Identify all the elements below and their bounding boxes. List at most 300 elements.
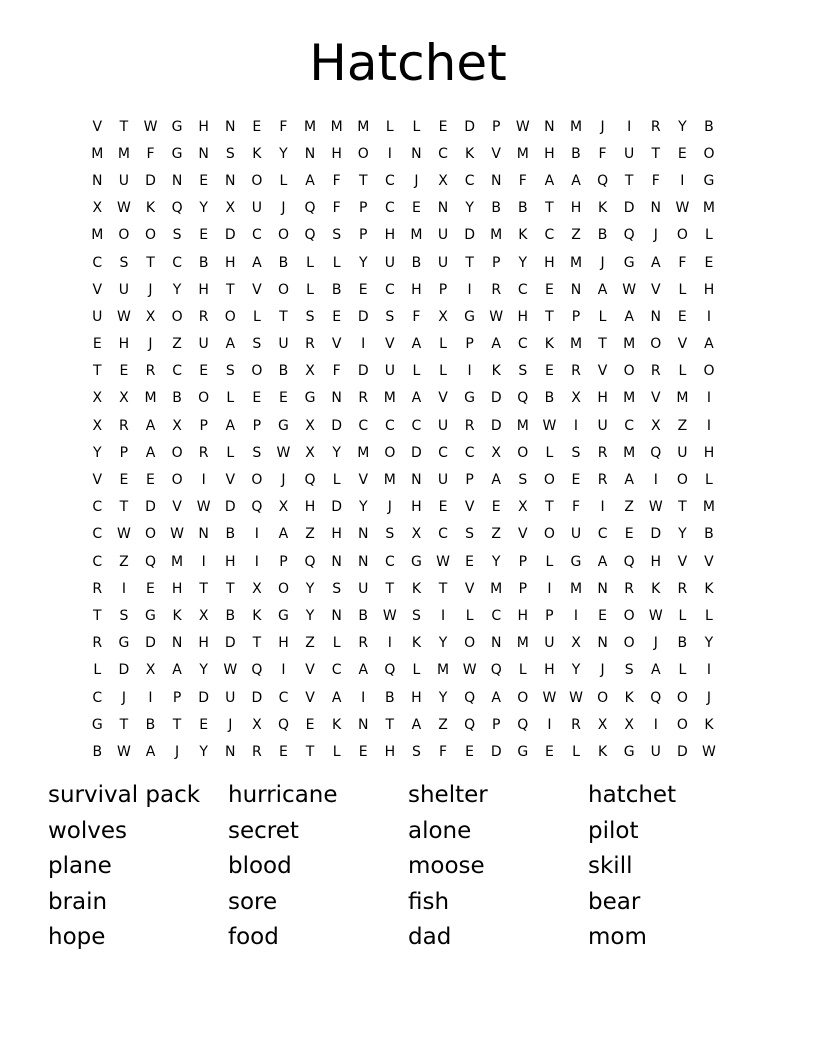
- grid-letter: C: [92, 526, 103, 543]
- grid-letter: Q: [490, 662, 502, 679]
- grid-letter: K: [651, 580, 661, 597]
- grid-letter: K: [544, 336, 554, 353]
- word-bank-item: food: [228, 924, 279, 950]
- grid-letter: Z: [438, 716, 448, 733]
- grid-row: [84, 548, 722, 575]
- grid-letter: O: [464, 635, 476, 652]
- grid-letter: D: [650, 526, 662, 543]
- grid-letter: N: [92, 172, 103, 189]
- grid-letter: G: [570, 553, 582, 570]
- grid-letter: T: [385, 580, 395, 597]
- grid-letter: C: [517, 281, 528, 298]
- grid-letter: L: [678, 363, 687, 380]
- grid-letter: T: [93, 363, 102, 380]
- grid-letter: N: [225, 118, 236, 135]
- grid-letter: B: [597, 227, 608, 244]
- grid-letter: E: [332, 308, 342, 325]
- grid-letter: K: [518, 227, 528, 244]
- grid-letter: D: [251, 689, 263, 706]
- grid-letter: K: [597, 743, 608, 760]
- grid-letter: C: [92, 689, 103, 706]
- grid-letter: G: [145, 607, 156, 624]
- grid-letter: C: [517, 336, 528, 353]
- grid-row: [84, 657, 722, 684]
- grid-row: [84, 439, 722, 466]
- grid-letter: I: [361, 689, 366, 706]
- grid-letter: Q: [304, 227, 316, 244]
- grid-letter: B: [571, 145, 581, 162]
- grid-letter: T: [146, 254, 155, 271]
- grid-letter: C: [92, 254, 103, 271]
- grid-letter: J: [600, 254, 605, 271]
- grid-letter: X: [518, 499, 528, 516]
- grid-letter: Z: [491, 526, 501, 543]
- grid-letter: A: [491, 689, 501, 706]
- grid-letter: U: [92, 308, 103, 325]
- grid-row: [84, 684, 722, 711]
- grid-letter: O: [623, 635, 635, 652]
- grid-letter: M: [117, 145, 130, 162]
- grid-letter: V: [172, 499, 182, 516]
- grid-letter: X: [145, 308, 156, 325]
- grid-letter: O: [517, 689, 529, 706]
- grid-letter: V: [677, 336, 688, 353]
- word-bank-item: blood: [228, 853, 292, 879]
- grid-letter: K: [411, 580, 422, 597]
- grid-letter: N: [225, 743, 236, 760]
- grid-letter: X: [305, 444, 315, 461]
- grid-letter: L: [412, 118, 421, 135]
- grid-letter: S: [385, 308, 395, 325]
- grid-letter: H: [384, 743, 396, 760]
- grid-letter: Q: [464, 716, 476, 733]
- grid-letter: U: [597, 417, 608, 434]
- grid-letter: V: [331, 336, 342, 353]
- grid-letter: F: [412, 308, 421, 325]
- grid-letter: O: [543, 526, 555, 543]
- grid-letter: N: [171, 172, 183, 189]
- grid-letter: U: [384, 254, 395, 271]
- grid-letter: Q: [384, 662, 396, 679]
- grid-letter: K: [465, 145, 475, 162]
- grid-row: [84, 222, 722, 249]
- grid-letter: V: [385, 336, 395, 353]
- grid-letter: V: [225, 472, 236, 489]
- grid-letter: W: [648, 607, 663, 624]
- grid-letter: K: [624, 689, 634, 706]
- grid-letter: S: [172, 227, 182, 244]
- grid-letter: L: [572, 743, 580, 760]
- grid-letter: D: [145, 172, 156, 189]
- grid-letter: E: [146, 472, 155, 489]
- grid-letter: W: [436, 553, 450, 570]
- grid-letter: I: [653, 472, 658, 489]
- grid-letter: W: [170, 526, 184, 543]
- grid-letter: J: [175, 743, 180, 760]
- grid-row: [84, 358, 722, 385]
- word-bank-item: skill: [588, 853, 633, 879]
- grid-letter: U: [251, 200, 262, 217]
- grid-letter: G: [464, 308, 476, 325]
- grid-letter: W: [622, 281, 637, 298]
- grid-letter: C: [464, 444, 475, 461]
- grid-letter: C: [597, 526, 608, 543]
- grid-letter: H: [198, 118, 209, 135]
- grid-letter: K: [252, 607, 262, 624]
- grid-letter: V: [464, 499, 475, 516]
- grid-letter: C: [464, 172, 475, 189]
- grid-letter: T: [545, 499, 554, 516]
- grid-letter: D: [224, 635, 236, 652]
- grid-letter: S: [252, 336, 262, 353]
- grid-letter: U: [437, 417, 449, 434]
- grid-letter: T: [119, 499, 129, 516]
- grid-letter: E: [119, 472, 129, 489]
- grid-letter: E: [358, 281, 368, 298]
- grid-letter: V: [92, 118, 103, 135]
- grid-letter: A: [491, 472, 501, 489]
- grid-letter: V: [650, 281, 661, 298]
- grid-letter: B: [385, 689, 395, 706]
- grid-letter: D: [490, 743, 502, 760]
- grid-letter: E: [119, 363, 129, 380]
- grid-letter: B: [331, 281, 342, 298]
- grid-letter: J: [281, 200, 286, 217]
- grid-letter: L: [385, 118, 394, 135]
- grid-letter: K: [252, 145, 262, 162]
- grid-row: [84, 711, 722, 738]
- grid-letter: L: [545, 553, 554, 570]
- grid-letter: J: [653, 635, 658, 652]
- grid-letter: O: [676, 716, 688, 733]
- grid-letter: T: [545, 308, 554, 325]
- grid-letter: P: [491, 254, 501, 271]
- grid-letter: G: [703, 172, 715, 189]
- grid-letter: O: [251, 472, 263, 489]
- grid-letter: O: [171, 308, 183, 325]
- grid-letter: O: [277, 580, 289, 597]
- grid-row: [84, 738, 722, 765]
- grid-letter: K: [597, 200, 608, 217]
- grid-letter: C: [438, 145, 448, 162]
- grid-letter: C: [411, 417, 422, 434]
- grid-letter: Q: [597, 172, 609, 189]
- grid-letter: M: [516, 145, 529, 162]
- grid-letter: S: [624, 662, 634, 679]
- grid-letter: P: [279, 553, 288, 570]
- grid-letter: D: [118, 662, 130, 679]
- grid-letter: E: [358, 743, 368, 760]
- grid-letter: G: [171, 145, 183, 162]
- grid-letter: O: [357, 145, 369, 162]
- grid-letter: W: [143, 118, 158, 135]
- grid-letter: W: [223, 662, 238, 679]
- grid-letter: D: [464, 118, 475, 135]
- grid-letter: Q: [304, 200, 316, 217]
- grid-letter: M: [623, 336, 636, 353]
- grid-letter: C: [384, 281, 395, 298]
- grid-letter: M: [357, 118, 370, 135]
- grid-letter: A: [650, 254, 661, 271]
- grid-letter: T: [172, 716, 182, 733]
- grid-letter: G: [278, 607, 289, 624]
- grid-letter: U: [437, 254, 449, 271]
- grid-letter: C: [624, 417, 635, 434]
- grid-letter: Y: [491, 553, 501, 570]
- grid-letter: H: [225, 254, 236, 271]
- grid-letter: V: [252, 281, 262, 298]
- grid-letter: W: [116, 200, 131, 217]
- grid-letter: I: [148, 689, 153, 706]
- grid-letter: T: [225, 281, 235, 298]
- grid-letter: S: [465, 526, 475, 543]
- grid-letter: U: [278, 336, 289, 353]
- word-bank-item: secret: [228, 817, 299, 844]
- grid-letter: E: [624, 526, 634, 543]
- grid-letter: U: [570, 526, 582, 543]
- grid-letter: I: [680, 172, 685, 189]
- grid-letter: C: [491, 607, 502, 624]
- grid-letter: S: [305, 308, 315, 325]
- grid-letter: L: [518, 662, 527, 679]
- grid-letter: P: [518, 580, 528, 597]
- grid-letter: C: [172, 363, 182, 380]
- grid-letter: J: [121, 689, 126, 706]
- grid-letter: D: [357, 363, 369, 380]
- grid-letter: B: [225, 526, 236, 543]
- grid-letter: K: [145, 200, 156, 217]
- grid-letter: J: [600, 662, 605, 679]
- grid-letter: Y: [704, 635, 714, 652]
- grid-letter: D: [224, 499, 236, 516]
- grid-letter: R: [198, 444, 209, 461]
- grid-row: [84, 331, 722, 358]
- grid-letter: N: [171, 635, 183, 652]
- grid-letter: H: [304, 499, 316, 516]
- grid-letter: P: [119, 444, 129, 461]
- grid-letter: O: [171, 472, 183, 489]
- grid-letter: L: [332, 635, 341, 652]
- grid-letter: T: [305, 743, 315, 760]
- grid-letter: O: [623, 363, 635, 380]
- grid-letter: O: [384, 444, 396, 461]
- grid-letter: C: [358, 417, 369, 434]
- grid-letter: P: [438, 281, 448, 298]
- grid-letter: K: [172, 607, 182, 624]
- grid-letter: M: [623, 390, 636, 407]
- word-bank-item: dad: [408, 924, 452, 950]
- grid-letter: Q: [623, 553, 635, 570]
- grid-letter: I: [706, 390, 712, 407]
- grid-letter: W: [542, 417, 557, 434]
- grid-letter: P: [465, 336, 474, 353]
- grid-letter: X: [225, 200, 236, 217]
- grid-letter: B: [172, 390, 182, 407]
- grid-letter: L: [545, 444, 554, 461]
- grid-letter: U: [650, 743, 661, 760]
- grid-letter: L: [412, 363, 421, 380]
- grid-letter: J: [148, 336, 153, 353]
- grid-letter: U: [624, 145, 635, 162]
- grid-letter: Q: [251, 499, 263, 516]
- grid-letter: A: [172, 662, 182, 679]
- grid-letter: O: [144, 526, 156, 543]
- grid-letter: N: [411, 145, 422, 162]
- grid-letter: I: [387, 635, 392, 652]
- grid-letter: H: [331, 526, 342, 543]
- grid-letter: E: [677, 308, 687, 325]
- grid-letter: S: [252, 444, 262, 461]
- grid-letter: I: [600, 499, 605, 516]
- grid-row: [84, 303, 722, 330]
- grid-letter: A: [411, 716, 422, 733]
- grid-letter: R: [358, 635, 369, 652]
- grid-row: [84, 385, 722, 412]
- grid-letter: C: [384, 200, 395, 217]
- letter-grid: [84, 113, 722, 766]
- grid-letter: Z: [677, 417, 688, 434]
- grid-letter: H: [703, 281, 715, 298]
- grid-letter: O: [144, 227, 156, 244]
- grid-letter: B: [145, 716, 156, 733]
- grid-letter: X: [172, 417, 182, 434]
- grid-letter: L: [678, 607, 687, 624]
- grid-letter: A: [225, 417, 236, 434]
- grid-letter: G: [304, 390, 316, 407]
- grid-letter: T: [358, 172, 368, 189]
- grid-letter: I: [706, 417, 712, 434]
- grid-letter: S: [225, 363, 235, 380]
- grid-letter: H: [331, 145, 342, 162]
- grid-letter: M: [410, 227, 423, 244]
- grid-letter: I: [547, 580, 552, 597]
- grid-letter: V: [491, 145, 501, 162]
- grid-letter: P: [545, 607, 554, 624]
- grid-letter: A: [597, 553, 608, 570]
- grid-letter: H: [384, 227, 396, 244]
- grid-letter: O: [251, 363, 263, 380]
- grid-letter: E: [704, 254, 714, 271]
- grid-letter: I: [387, 145, 392, 162]
- grid-letter: T: [678, 499, 687, 516]
- grid-letter: B: [704, 118, 714, 135]
- grid-letter: A: [278, 526, 289, 543]
- word-bank: [48, 778, 768, 956]
- grid-letter: G: [91, 716, 103, 733]
- grid-letter: N: [198, 145, 209, 162]
- grid-letter: C: [544, 227, 555, 244]
- grid-letter: Q: [464, 689, 476, 706]
- grid-letter: P: [172, 689, 182, 706]
- grid-letter: A: [544, 172, 555, 189]
- grid-letter: W: [382, 607, 397, 624]
- grid-letter: I: [653, 716, 658, 733]
- grid-letter: A: [145, 444, 156, 461]
- grid-row: [84, 113, 722, 140]
- grid-letter: X: [650, 417, 661, 434]
- grid-letter: W: [116, 526, 131, 543]
- grid-letter: Z: [172, 336, 182, 353]
- grid-letter: M: [623, 444, 636, 461]
- grid-letter: F: [518, 172, 527, 189]
- grid-letter: T: [119, 118, 129, 135]
- grid-letter: S: [332, 227, 342, 244]
- grid-letter: Y: [358, 499, 368, 516]
- grid-letter: J: [600, 118, 605, 135]
- grid-letter: O: [703, 363, 715, 380]
- grid-letter: R: [571, 363, 581, 380]
- grid-letter: X: [119, 390, 129, 407]
- grid-letter: M: [569, 580, 583, 597]
- grid-letter: M: [383, 472, 396, 489]
- grid-letter: Y: [199, 662, 208, 679]
- grid-letter: H: [411, 499, 422, 516]
- grid-letter: X: [491, 444, 501, 461]
- grid-letter: X: [92, 417, 103, 434]
- grid-letter: B: [278, 254, 289, 271]
- grid-letter: V: [677, 553, 688, 570]
- grid-letter: Q: [171, 200, 183, 217]
- word-bank-item: shelter: [408, 782, 488, 808]
- grid-letter: Q: [623, 227, 635, 244]
- grid-row: [84, 195, 722, 222]
- word-bank-item: moose: [408, 853, 485, 879]
- grid-letter: T: [465, 254, 474, 271]
- grid-letter: M: [304, 118, 317, 135]
- grid-letter: V: [438, 390, 448, 407]
- grid-letter: M: [569, 118, 583, 135]
- grid-letter: A: [252, 254, 262, 271]
- grid-letter: H: [411, 281, 422, 298]
- grid-letter: E: [544, 363, 554, 380]
- grid-letter: H: [278, 635, 289, 652]
- grid-letter: D: [357, 308, 369, 325]
- grid-letter: Y: [199, 743, 208, 760]
- grid-letter: T: [545, 200, 554, 217]
- grid-row: [84, 494, 722, 521]
- grid-row: [84, 521, 722, 548]
- grid-letter: V: [305, 662, 315, 679]
- grid-letter: R: [305, 336, 315, 353]
- grid-letter: F: [438, 743, 448, 760]
- grid-letter: H: [703, 444, 715, 461]
- grid-letter: E: [305, 716, 315, 733]
- grid-letter: B: [677, 635, 688, 652]
- grid-letter: Q: [304, 472, 316, 489]
- grid-letter: L: [332, 254, 341, 271]
- grid-row: [84, 167, 722, 194]
- grid-letter: D: [411, 444, 422, 461]
- grid-letter: T: [624, 172, 634, 189]
- grid-letter: Q: [251, 662, 263, 679]
- grid-letter: J: [228, 716, 233, 733]
- grid-letter: S: [411, 607, 421, 624]
- grid-letter: M: [91, 227, 104, 244]
- grid-letter: R: [597, 472, 608, 489]
- grid-letter: H: [198, 635, 209, 652]
- grid-letter: U: [198, 336, 209, 353]
- grid-letter: I: [201, 472, 206, 489]
- grid-letter: S: [119, 254, 129, 271]
- grid-letter: D: [145, 635, 156, 652]
- grid-letter: X: [571, 635, 581, 652]
- grid-letter: P: [491, 118, 501, 135]
- grid-letter: Q: [144, 553, 156, 570]
- grid-letter: L: [439, 336, 447, 353]
- grid-letter: B: [411, 254, 422, 271]
- grid-letter: L: [226, 390, 235, 407]
- grid-letter: S: [571, 444, 581, 461]
